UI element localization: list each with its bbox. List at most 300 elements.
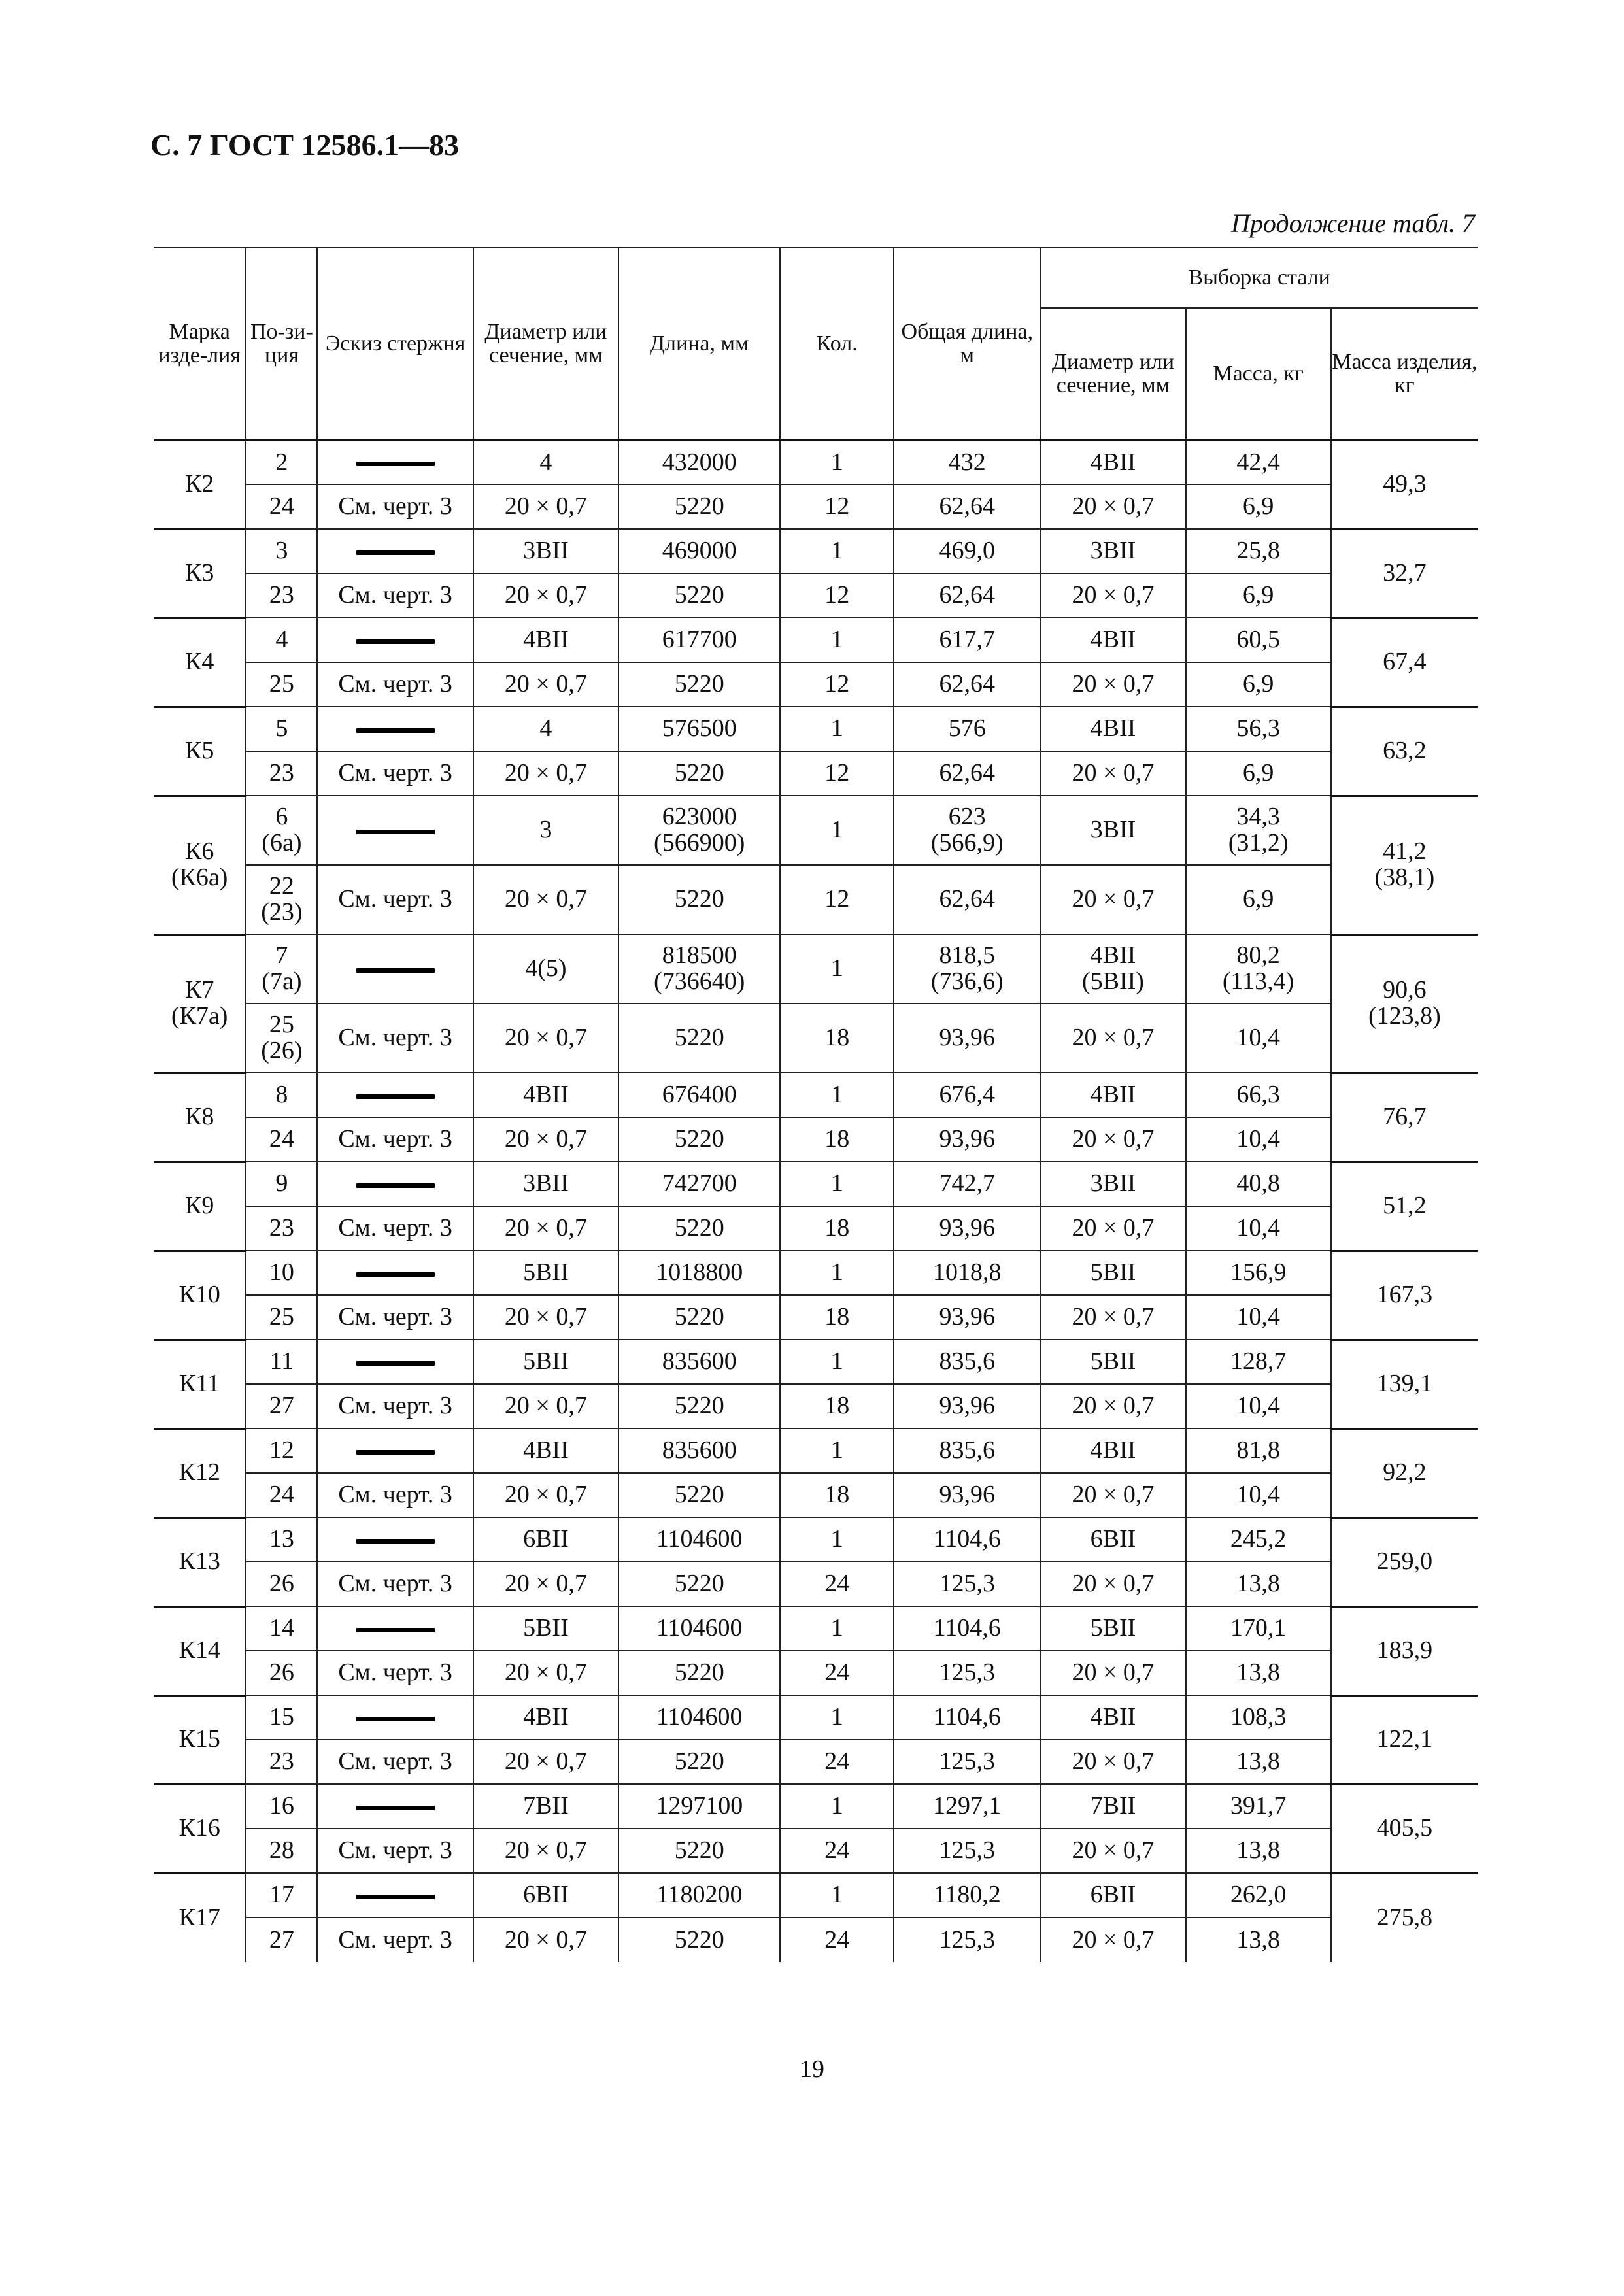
col-steel-group-header: Выборка стали — [1040, 248, 1478, 308]
length-cell: 5220 — [618, 1740, 780, 1784]
diameter-cell: 4ВII — [473, 1695, 618, 1740]
col-mark-header: Марка изде-лия — [154, 248, 246, 440]
col-item-mass-header: Масса изделия, кг — [1331, 308, 1478, 440]
quantity-cell: 18 — [780, 1295, 894, 1340]
total-length-cell: 62,64 — [894, 573, 1040, 618]
diameter-cell: 20 × 0,7 — [473, 865, 618, 934]
table-row — [154, 1873, 1478, 1917]
quantity-cell: 12 — [780, 751, 894, 796]
position-cell: 25 — [246, 662, 317, 707]
sketch-cell: См. черт. 3 — [317, 1117, 473, 1162]
diameter-cell: 20 × 0,7 — [473, 1117, 618, 1162]
rod-sketch-icon — [356, 830, 435, 834]
steel-mass-cell: 13,8 — [1186, 1917, 1331, 1962]
total-length-cell: 125,3 — [894, 1651, 1040, 1695]
steel-diameter-cell: 20 × 0,7 — [1040, 484, 1185, 529]
item-mass-cell: 275,8 — [1331, 1873, 1478, 1962]
steel-mass-cell: 10,4 — [1186, 1004, 1331, 1073]
item-mass-cell: 92,2 — [1331, 1428, 1478, 1517]
position-cell: 23 — [246, 1206, 317, 1251]
table-row — [154, 1384, 1478, 1428]
sketch-cell — [317, 1606, 473, 1651]
position-cell: 23 — [246, 573, 317, 618]
document-header: С. 7 ГОСТ 12586.1—83 — [150, 128, 460, 161]
steel-mass-cell: 10,4 — [1186, 1384, 1331, 1428]
quantity-cell: 12 — [780, 484, 894, 529]
table-row — [154, 573, 1478, 618]
diameter-cell: 20 × 0,7 — [473, 1384, 618, 1428]
rod-sketch-icon — [356, 968, 435, 973]
steel-diameter-cell: 20 × 0,7 — [1040, 1295, 1185, 1340]
length-cell: 1104600 — [618, 1606, 780, 1651]
sketch-cell: См. черт. 3 — [317, 1829, 473, 1873]
table-row — [154, 529, 1478, 573]
total-length-cell: 1180,2 — [894, 1873, 1040, 1917]
sketch-cell: См. черт. 3 — [317, 662, 473, 707]
sketch-cell: См. черт. 3 — [317, 1295, 473, 1340]
sketch-cell — [317, 618, 473, 662]
quantity-cell: 1 — [780, 1517, 894, 1562]
steel-mass-cell: 13,8 — [1186, 1740, 1331, 1784]
table-row — [154, 1606, 1478, 1651]
steel-diameter-cell: 4ВII — [1040, 440, 1185, 484]
steel-diameter-cell: 5ВII — [1040, 1251, 1185, 1295]
item-mark-cell: К3 — [154, 529, 246, 618]
total-length-cell: 1297,1 — [894, 1784, 1040, 1829]
diameter-cell: 4ВII — [473, 1428, 618, 1473]
total-length-cell: 62,64 — [894, 865, 1040, 934]
steel-diameter-cell: 4ВII — [1040, 1073, 1185, 1117]
item-mark-cell: К16 — [154, 1784, 246, 1873]
sketch-cell — [317, 1073, 473, 1117]
position-cell: 10 — [246, 1251, 317, 1295]
steel-mass-cell: 6,9 — [1186, 573, 1331, 618]
table-row — [154, 1473, 1478, 1517]
table-row — [154, 1206, 1478, 1251]
table-row — [154, 1651, 1478, 1695]
position-cell: 27 — [246, 1917, 317, 1962]
rod-sketch-icon — [356, 639, 435, 644]
diameter-cell: 4ВII — [473, 618, 618, 662]
steel-mass-cell: 6,9 — [1186, 662, 1331, 707]
diameter-cell: 3ВII — [473, 529, 618, 573]
diameter-cell: 4(5) — [473, 934, 618, 1004]
item-mark-cell: К15 — [154, 1695, 246, 1784]
quantity-cell: 1 — [780, 934, 894, 1004]
quantity-cell: 18 — [780, 1206, 894, 1251]
table-row — [154, 662, 1478, 707]
quantity-cell: 1 — [780, 529, 894, 573]
total-length-cell: 93,96 — [894, 1295, 1040, 1340]
length-cell: 5220 — [618, 1651, 780, 1695]
diameter-cell: 5ВII — [473, 1340, 618, 1384]
position-cell: 2 — [246, 440, 317, 484]
position-cell: 14 — [246, 1606, 317, 1651]
steel-diameter-cell: 4ВII (5ВII) — [1040, 934, 1185, 1004]
diameter-cell: 4ВII — [473, 1073, 618, 1117]
table-row — [154, 440, 1478, 484]
length-cell: 5220 — [618, 1384, 780, 1428]
steel-diameter-cell: 20 × 0,7 — [1040, 1117, 1185, 1162]
item-mark-cell: К11 — [154, 1340, 246, 1428]
diameter-cell: 20 × 0,7 — [473, 573, 618, 618]
total-length-cell: 617,7 — [894, 618, 1040, 662]
table-header — [154, 248, 1478, 440]
col-pos-header: По-зи-ция — [246, 248, 317, 440]
total-length-cell: 93,96 — [894, 1004, 1040, 1073]
table-row — [154, 707, 1478, 751]
steel-diameter-cell: 6ВII — [1040, 1873, 1185, 1917]
quantity-cell: 12 — [780, 662, 894, 707]
sketch-cell — [317, 1873, 473, 1917]
table-row — [154, 1004, 1478, 1073]
table-row — [154, 1784, 1478, 1829]
rod-sketch-icon — [356, 1272, 435, 1277]
diameter-cell: 20 × 0,7 — [473, 1562, 618, 1606]
item-mark-cell: К14 — [154, 1606, 246, 1695]
col-steel-mass-header: Масса, кг — [1186, 308, 1331, 440]
length-cell: 5220 — [618, 573, 780, 618]
steel-mass-cell: 60,5 — [1186, 618, 1331, 662]
steel-mass-cell: 40,8 — [1186, 1162, 1331, 1206]
position-cell: 16 — [246, 1784, 317, 1829]
position-cell: 25 — [246, 1295, 317, 1340]
steel-diameter-cell: 20 × 0,7 — [1040, 1562, 1185, 1606]
quantity-cell: 1 — [780, 1873, 894, 1917]
item-mark-cell: К13 — [154, 1517, 246, 1606]
total-length-cell: 125,3 — [894, 1829, 1040, 1873]
diameter-cell: 20 × 0,7 — [473, 1917, 618, 1962]
sketch-cell: См. черт. 3 — [317, 1004, 473, 1073]
col-sketch-header: Эскиз стержня — [317, 248, 473, 440]
quantity-cell: 24 — [780, 1740, 894, 1784]
diameter-cell: 20 × 0,7 — [473, 1295, 618, 1340]
total-length-cell: 93,96 — [894, 1384, 1040, 1428]
steel-diameter-cell: 20 × 0,7 — [1040, 1004, 1185, 1073]
item-mass-cell: 67,4 — [1331, 618, 1478, 707]
position-cell: 26 — [246, 1562, 317, 1606]
steel-table — [154, 247, 1478, 1962]
steel-mass-cell: 170,1 — [1186, 1606, 1331, 1651]
rod-sketch-icon — [356, 1628, 435, 1632]
steel-mass-cell: 6,9 — [1186, 751, 1331, 796]
quantity-cell: 24 — [780, 1829, 894, 1873]
item-mark-cell: К12 — [154, 1428, 246, 1517]
sketch-cell — [317, 934, 473, 1004]
steel-diameter-cell: 5ВII — [1040, 1340, 1185, 1384]
steel-mass-cell: 10,4 — [1186, 1295, 1331, 1340]
steel-diameter-cell: 20 × 0,7 — [1040, 1740, 1185, 1784]
length-cell: 1297100 — [618, 1784, 780, 1829]
table-row — [154, 1917, 1478, 1962]
table-row — [154, 1428, 1478, 1473]
steel-mass-cell: 66,3 — [1186, 1073, 1331, 1117]
total-length-cell: 576 — [894, 707, 1040, 751]
steel-diameter-cell: 20 × 0,7 — [1040, 1917, 1185, 1962]
item-mark-cell: К7 (К7а) — [154, 934, 246, 1073]
length-cell: 5220 — [618, 1117, 780, 1162]
table-row — [154, 618, 1478, 662]
position-cell: 26 — [246, 1651, 317, 1695]
position-cell: 7 (7а) — [246, 934, 317, 1004]
position-cell: 11 — [246, 1340, 317, 1384]
total-length-cell: 835,6 — [894, 1428, 1040, 1473]
diameter-cell: 4 — [473, 440, 618, 484]
length-cell: 5220 — [618, 484, 780, 529]
steel-mass-cell: 13,8 — [1186, 1651, 1331, 1695]
diameter-cell: 3 — [473, 796, 618, 865]
steel-mass-cell: 10,4 — [1186, 1206, 1331, 1251]
total-length-cell: 93,96 — [894, 1206, 1040, 1251]
quantity-cell: 18 — [780, 1004, 894, 1073]
length-cell: 617700 — [618, 618, 780, 662]
sketch-cell — [317, 707, 473, 751]
length-cell: 432000 — [618, 440, 780, 484]
item-mark-cell: К10 — [154, 1251, 246, 1340]
rod-sketch-icon — [356, 1717, 435, 1721]
diameter-cell: 5ВII — [473, 1251, 618, 1295]
quantity-cell: 24 — [780, 1562, 894, 1606]
table-row — [154, 1740, 1478, 1784]
page-number: 19 — [800, 2055, 824, 2083]
table-row — [154, 1829, 1478, 1873]
total-length-cell: 62,64 — [894, 751, 1040, 796]
quantity-cell: 1 — [780, 440, 894, 484]
table-row — [154, 751, 1478, 796]
sketch-cell: См. черт. 3 — [317, 573, 473, 618]
sketch-cell: См. черт. 3 — [317, 751, 473, 796]
sketch-cell: См. черт. 3 — [317, 1384, 473, 1428]
item-mass-cell: 49,3 — [1331, 440, 1478, 529]
steel-diameter-cell: 20 × 0,7 — [1040, 865, 1185, 934]
total-length-cell: 818,5 (736,6) — [894, 934, 1040, 1004]
steel-mass-cell: 81,8 — [1186, 1428, 1331, 1473]
steel-mass-cell: 10,4 — [1186, 1473, 1331, 1517]
length-cell: 1104600 — [618, 1695, 780, 1740]
rod-sketch-icon — [356, 462, 435, 466]
rod-sketch-icon — [356, 1361, 435, 1366]
steel-mass-cell: 245,2 — [1186, 1517, 1331, 1562]
item-mark-cell: К5 — [154, 707, 246, 796]
position-cell: 22 (23) — [246, 865, 317, 934]
item-mass-cell: 259,0 — [1331, 1517, 1478, 1606]
item-mass-cell: 32,7 — [1331, 529, 1478, 618]
sketch-cell: См. черт. 3 — [317, 1473, 473, 1517]
position-cell: 24 — [246, 1117, 317, 1162]
sketch-cell — [317, 1517, 473, 1562]
table-continuation-label: Продолжение табл. 7 — [1230, 209, 1475, 238]
item-mark-cell: К8 — [154, 1073, 246, 1162]
steel-mass-cell: 156,9 — [1186, 1251, 1331, 1295]
item-mass-cell: 139,1 — [1331, 1340, 1478, 1428]
quantity-cell: 12 — [780, 865, 894, 934]
table-row — [154, 934, 1478, 1004]
steel-mass-cell: 13,8 — [1186, 1562, 1331, 1606]
quantity-cell: 1 — [780, 1695, 894, 1740]
length-cell: 742700 — [618, 1162, 780, 1206]
position-cell: 9 — [246, 1162, 317, 1206]
diameter-cell: 20 × 0,7 — [473, 751, 618, 796]
quantity-cell: 12 — [780, 573, 894, 618]
steel-diameter-cell: 3ВII — [1040, 796, 1185, 865]
length-cell: 818500 (736640) — [618, 934, 780, 1004]
length-cell: 623000 (566900) — [618, 796, 780, 865]
table-row — [154, 1562, 1478, 1606]
quantity-cell: 1 — [780, 1428, 894, 1473]
steel-mass-cell: 10,4 — [1186, 1117, 1331, 1162]
diameter-cell: 5ВII — [473, 1606, 618, 1651]
position-cell: 27 — [246, 1384, 317, 1428]
diameter-cell: 3ВII — [473, 1162, 618, 1206]
quantity-cell: 24 — [780, 1651, 894, 1695]
table-row — [154, 1251, 1478, 1295]
item-mass-cell: 41,2 (38,1) — [1331, 796, 1478, 934]
sketch-cell: См. черт. 3 — [317, 1206, 473, 1251]
steel-mass-cell: 42,4 — [1186, 440, 1331, 484]
position-cell: 17 — [246, 1873, 317, 1917]
quantity-cell: 1 — [780, 618, 894, 662]
sketch-cell — [317, 529, 473, 573]
diameter-cell: 20 × 0,7 — [473, 1206, 618, 1251]
position-cell: 25 (26) — [246, 1004, 317, 1073]
rod-sketch-icon — [356, 728, 435, 733]
diameter-cell: 6ВII — [473, 1873, 618, 1917]
quantity-cell: 1 — [780, 1606, 894, 1651]
steel-diameter-cell: 20 × 0,7 — [1040, 1384, 1185, 1428]
steel-diameter-cell: 4ВII — [1040, 1428, 1185, 1473]
item-mass-cell: 122,1 — [1331, 1695, 1478, 1784]
item-mark-cell: К6 (К6а) — [154, 796, 246, 934]
steel-mass-cell: 25,8 — [1186, 529, 1331, 573]
diameter-cell: 4 — [473, 707, 618, 751]
length-cell: 576500 — [618, 707, 780, 751]
length-cell: 835600 — [618, 1428, 780, 1473]
table-row — [154, 1117, 1478, 1162]
total-length-cell: 742,7 — [894, 1162, 1040, 1206]
steel-diameter-cell: 20 × 0,7 — [1040, 1206, 1185, 1251]
diameter-cell: 20 × 0,7 — [473, 1473, 618, 1517]
quantity-cell: 18 — [780, 1384, 894, 1428]
rod-sketch-icon — [356, 550, 435, 555]
diameter-cell: 20 × 0,7 — [473, 1740, 618, 1784]
total-length-cell: 1104,6 — [894, 1606, 1040, 1651]
quantity-cell: 1 — [780, 707, 894, 751]
total-length-cell: 125,3 — [894, 1740, 1040, 1784]
diameter-cell: 7ВII — [473, 1784, 618, 1829]
sketch-cell — [317, 1162, 473, 1206]
length-cell: 5220 — [618, 662, 780, 707]
steel-mass-cell: 34,3 (31,2) — [1186, 796, 1331, 865]
steel-diameter-cell: 3ВII — [1040, 529, 1185, 573]
item-mass-cell: 167,3 — [1331, 1251, 1478, 1340]
steel-mass-cell: 108,3 — [1186, 1695, 1331, 1740]
steel-diameter-cell: 20 × 0,7 — [1040, 1829, 1185, 1873]
length-cell: 5220 — [618, 1562, 780, 1606]
position-cell: 12 — [246, 1428, 317, 1473]
steel-mass-cell: 80,2 (113,4) — [1186, 934, 1331, 1004]
sketch-cell: См. черт. 3 — [317, 865, 473, 934]
length-cell: 469000 — [618, 529, 780, 573]
total-length-cell: 469,0 — [894, 529, 1040, 573]
quantity-cell: 18 — [780, 1117, 894, 1162]
steel-diameter-cell: 20 × 0,7 — [1040, 1651, 1185, 1695]
table-row — [154, 796, 1478, 865]
sketch-cell: См. черт. 3 — [317, 1562, 473, 1606]
steel-diameter-cell: 4ВII — [1040, 707, 1185, 751]
steel-mass-cell: 391,7 — [1186, 1784, 1331, 1829]
steel-diameter-cell: 20 × 0,7 — [1040, 1473, 1185, 1517]
col-steel-diam-header: Диаметр или сечение, мм — [1040, 308, 1185, 440]
steel-diameter-cell: 4ВII — [1040, 618, 1185, 662]
total-length-cell: 93,96 — [894, 1117, 1040, 1162]
steel-mass-cell: 262,0 — [1186, 1873, 1331, 1917]
col-diam-header: Диаметр или сечение, мм — [473, 248, 618, 440]
length-cell: 1180200 — [618, 1873, 780, 1917]
length-cell: 676400 — [618, 1073, 780, 1117]
sketch-cell — [317, 1428, 473, 1473]
sketch-cell: См. черт. 3 — [317, 484, 473, 529]
table-row — [154, 1295, 1478, 1340]
steel-diameter-cell: 20 × 0,7 — [1040, 751, 1185, 796]
steel-diameter-cell: 4ВII — [1040, 1695, 1185, 1740]
position-cell: 13 — [246, 1517, 317, 1562]
rod-sketch-icon — [356, 1094, 435, 1099]
table-row — [154, 865, 1478, 934]
sketch-cell — [317, 1784, 473, 1829]
total-length-cell: 676,4 — [894, 1073, 1040, 1117]
table-row — [154, 1162, 1478, 1206]
col-length-header: Длина, мм — [618, 248, 780, 440]
position-cell: 24 — [246, 484, 317, 529]
position-cell: 6 (6а) — [246, 796, 317, 865]
rod-sketch-icon — [356, 1539, 435, 1544]
quantity-cell: 1 — [780, 1162, 894, 1206]
table-row — [154, 1073, 1478, 1117]
diameter-cell: 6ВII — [473, 1517, 618, 1562]
diameter-cell: 20 × 0,7 — [473, 1829, 618, 1873]
rod-sketch-icon — [356, 1183, 435, 1188]
position-cell: 24 — [246, 1473, 317, 1517]
table-row — [154, 1517, 1478, 1562]
item-mass-cell: 63,2 — [1331, 707, 1478, 796]
position-cell: 23 — [246, 751, 317, 796]
length-cell: 5220 — [618, 1917, 780, 1962]
total-length-cell: 835,6 — [894, 1340, 1040, 1384]
position-cell: 4 — [246, 618, 317, 662]
length-cell: 5220 — [618, 1295, 780, 1340]
total-length-cell: 93,96 — [894, 1473, 1040, 1517]
table-body — [154, 440, 1478, 1962]
rod-sketch-icon — [356, 1806, 435, 1810]
total-length-cell: 125,3 — [894, 1562, 1040, 1606]
total-length-cell: 1104,6 — [894, 1517, 1040, 1562]
col-total-header: Общая длина, м — [894, 248, 1040, 440]
sketch-cell — [317, 1340, 473, 1384]
length-cell: 5220 — [618, 865, 780, 934]
length-cell: 1104600 — [618, 1517, 780, 1562]
sketch-cell — [317, 796, 473, 865]
steel-diameter-cell: 20 × 0,7 — [1040, 573, 1185, 618]
length-cell: 835600 — [618, 1340, 780, 1384]
steel-diameter-cell: 6ВII — [1040, 1517, 1185, 1562]
item-mark-cell: К4 — [154, 618, 246, 707]
diameter-cell: 20 × 0,7 — [473, 484, 618, 529]
quantity-cell: 18 — [780, 1473, 894, 1517]
rod-sketch-icon — [356, 1450, 435, 1455]
length-cell: 5220 — [618, 1206, 780, 1251]
diameter-cell: 20 × 0,7 — [473, 1651, 618, 1695]
rod-sketch-icon — [356, 1895, 435, 1899]
